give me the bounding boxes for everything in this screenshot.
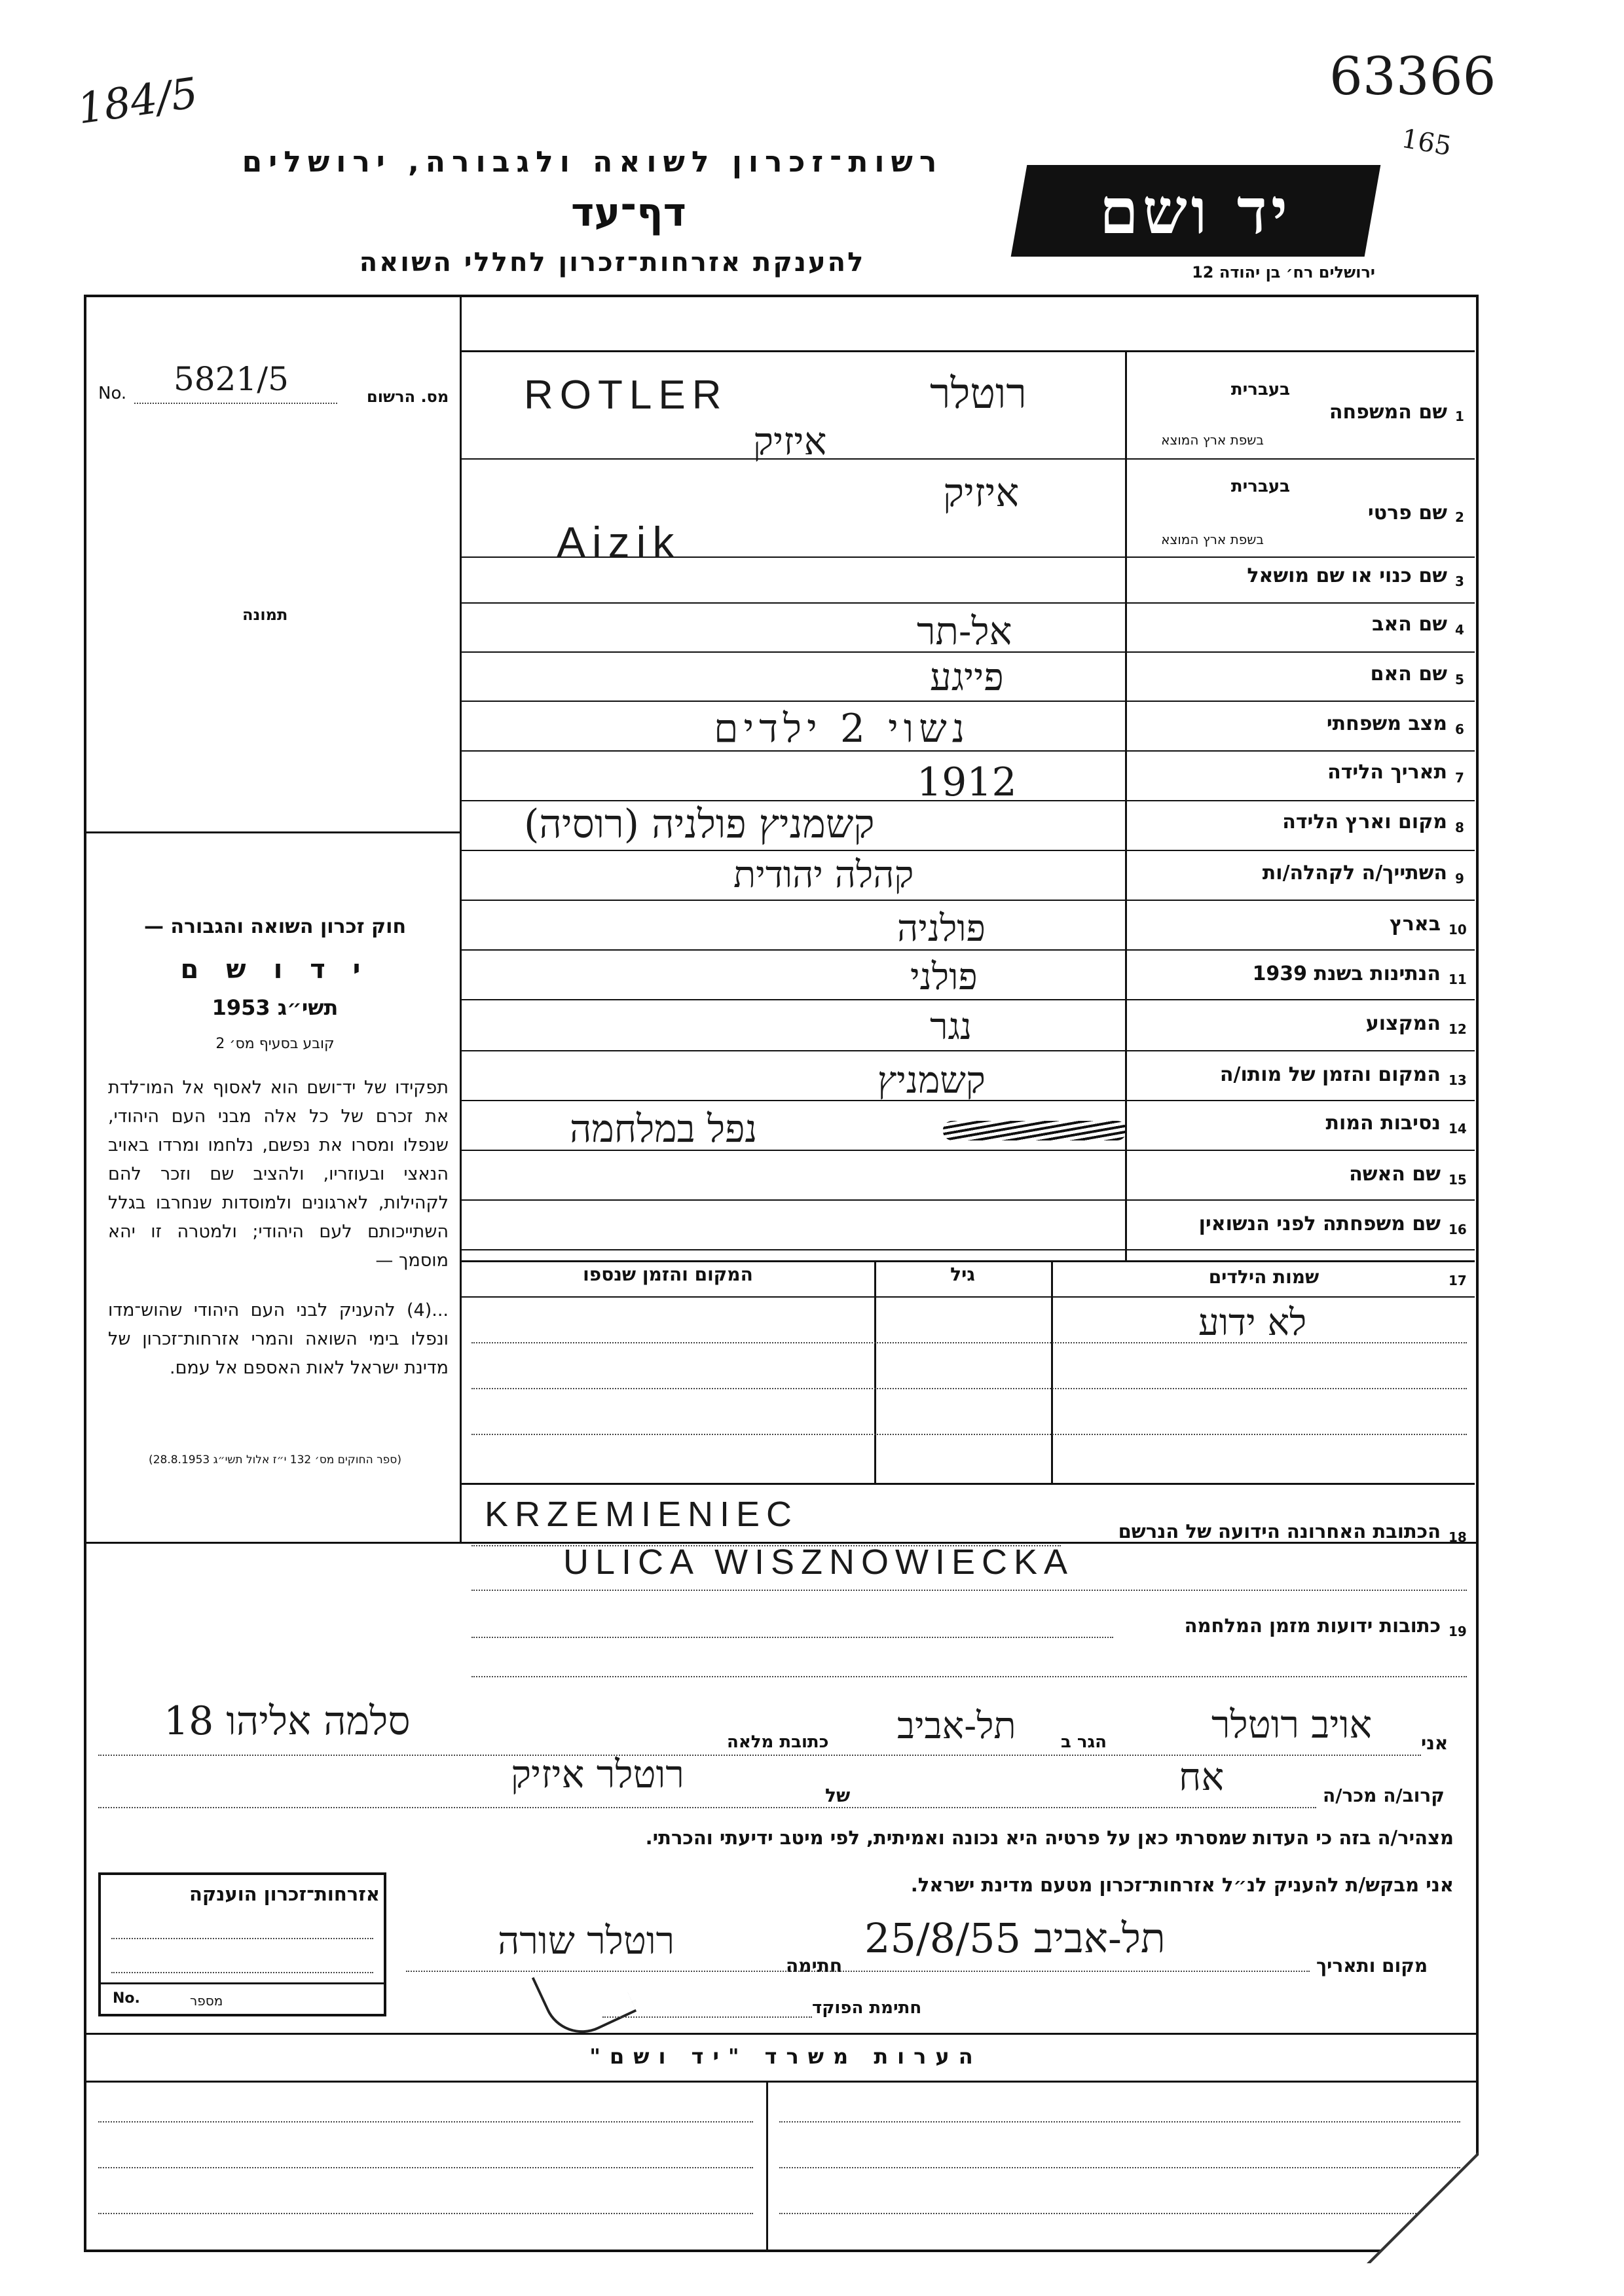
folded-corner [1369,2154,1480,2265]
address-18-label: הכתובת האחרונה הידועה של הנרשם [1118,1520,1441,1542]
field-15-number: 15 [1449,1172,1467,1188]
field-7-number: 7 [1455,770,1464,786]
field-1-value2: איזיק [753,419,827,464]
registry-label: מס. הרשום [367,388,449,406]
field-8-value: קשמניץ פולניה (רוסיה) [524,801,875,847]
page-subtitle: להענקת אזרחות־זכרון לחללי השואה [359,247,866,278]
corner-left-mark: 184/5 [74,69,201,134]
field-15-label: שם האשה [1349,1163,1441,1186]
decl-address-label: כתובת מלאה [727,1732,829,1752]
children-number: 17 [1449,1273,1467,1288]
decl-relation: אח [1179,1755,1225,1799]
field-10-number: 10 [1449,922,1467,938]
decl-city: תל-אביב [897,1705,1016,1747]
field-2-label: שם פרטי [1367,501,1447,524]
field-7-label: תאריך הלידה [1327,761,1447,784]
field-12-label: המקצוע [1365,1012,1441,1035]
field-4-label: שם האב [1372,613,1447,636]
decl-sign-label: חתימה [786,1955,843,1977]
children-col-names: שמות הילדים [1208,1266,1320,1288]
field-2-sub: בשפת ארץ המוצא [1161,532,1264,547]
address-18-number: 18 [1449,1529,1467,1545]
field-2-value-latin: Aizik [557,518,681,566]
field-1-number: 1 [1455,409,1464,424]
logo-address: ירושלים רח׳ בן יהודה 12 [1192,263,1375,282]
field-11-label: הנתינות בשנת 1939 [1252,962,1441,985]
field-8-number: 8 [1455,820,1464,835]
field-10-label: בארץ [1389,913,1441,936]
field-16-number: 16 [1449,1222,1467,1237]
field-14-value: נפל במלחמה [570,1106,758,1151]
office-notes-title: הערות משרד "יד ושם" [589,2044,982,2069]
field-5-value: פייגע [930,655,1004,699]
field-4-number: 4 [1455,622,1464,638]
field-3-label: שם כנוי או שם מושאל [1247,564,1447,587]
field-14-label: נסיבות המות [1325,1112,1441,1135]
decl-of-name: רוטלר איזיק [511,1752,684,1796]
field-4-value: אל-תר [917,609,1012,653]
field-6-number: 6 [1455,721,1464,737]
decl-statement: מצהיר/ה בזה כי העדות שמסרתי כאן על פרטיה היא נכונה ואמיתית, לפי מיטב ידיעתי והכרתי. [645,1827,1454,1849]
field-9-number: 9 [1455,871,1464,886]
field-9-value: קהלה יהודית [733,854,914,896]
address-19-label: כתובות ידועות מזמן המלחמה [1184,1614,1441,1637]
children-col-place: המקום והזמן שנספו [583,1264,753,1285]
field-3-number: 3 [1455,574,1464,589]
field-10-value: פולניה [897,907,986,950]
field-2-value: איזיק [943,470,1020,516]
field-12-number: 12 [1449,1021,1467,1037]
address-18-value1: KRZEMIENIEC [485,1495,799,1534]
field-13-value: קשמניץ [877,1059,986,1102]
stamp-box-no: No. [113,1990,140,2007]
law-name: י ד ו ש ם [180,955,370,985]
field-6-value: נשוי 2 ילדים [714,706,970,752]
law-ref: (ספר החוקים מס׳ 132 י״ז אלול תשי״ג 28.8.1953) [149,1453,401,1467]
field-5-label: שם האם [1370,663,1447,685]
decl-gar: הגר ב [1061,1732,1107,1752]
field-2-tag: בעברית [1230,477,1290,496]
field-5-number: 5 [1455,672,1464,687]
decl-officer-label: חתימת הפוקד [812,1998,922,2018]
stamp-box-title: אזרחות־זכרון הוענקה [189,1883,380,1905]
children-col-age: גיל [950,1264,975,1285]
field-13-label: המקום והזמן של מותו/ה [1219,1063,1441,1086]
decl-request: אני מבקש/ת להעניק לנ״ל אזרחות־זכרון מטעם מדינת ישראל. [910,1874,1454,1896]
decl-signature: רוטלר שורה [498,1918,675,1963]
child-1-name: לא ידוע [1198,1302,1307,1344]
field-16-label: שם משפחתה לפני הנשואין [1198,1212,1441,1235]
field-1-label: שם המשפחה [1329,401,1447,424]
logo-text: יד ושם [1099,173,1292,248]
field-9-label: השתייך/ה לקהלה/ות [1262,862,1447,884]
registry-no-label: No. [98,384,127,403]
decl-name: אויב רוטלר [1211,1702,1373,1747]
decl-street: סלמה אליהו 18 [164,1698,411,1744]
law-year: תשי״ג 1953 [212,995,339,1020]
page-title: דף־עד [571,190,686,236]
corner-sub-number: 165 [1399,123,1454,162]
field-14-number: 14 [1449,1121,1467,1137]
registry-number: 5821/5 [174,360,289,398]
law-clause4: ...(4) להעניק לבני העם היהודי שהוש־מדו ונפלו בימי השואה והמרי אזרחות־זכרון של מדינת ישראל לאות האספם אל עמם. [108,1300,449,1378]
header-line1: רשות־זכרון לשואה ולגבורה, ירושלים [242,145,944,179]
address-18-value2: ULICA WISZNOWIECKA [563,1542,1075,1582]
field-2-number: 2 [1455,509,1464,525]
logo [1011,165,1381,257]
field-1-value: רוטלר [930,370,1027,418]
law-title: חוק זכרון השואה והגבורה — [143,915,407,938]
stamp-box-mispar: מספר [190,1993,223,2009]
decl-place-date: תל-אביב 25/8/55 [864,1914,1166,1962]
field-13-number: 13 [1449,1072,1467,1088]
decl-place-date-label: מקום ותאריך [1316,1955,1428,1977]
scribble-mark [943,1121,1126,1140]
field-8-label: מקום וארץ הלידה [1282,811,1447,833]
corner-file-number: 63366 [1329,46,1496,107]
law-body: תפקידו של יד־ושם הוא לאסוף אל המו־לדת את זכרם של כל אלה מבני העם היהודי, שנפלו ומסרו את נפשם, נלחמו ומרדו באויב הנאצי ובעוזריו, ולהציב שם וזכר להם לקהילות, לארגונים ולמוסדות שנחרבו בגלל השתייכותם לעם היהודי; ולמטרה זו יהא מוסמך — [108,1078,449,1271]
decl-relative-label: קרוב/ה מכר/ה [1323,1785,1445,1806]
field-1-sub: בשפת ארץ המוצא [1161,432,1264,448]
field-11-value: פולני [910,956,978,998]
field-11-number: 11 [1449,972,1467,987]
field-7-value: 1912 [917,759,1017,805]
field-1-value-latin: ROTLER [524,373,728,418]
law-clause: קובע בסעיף מס׳ 2 [215,1036,335,1052]
decl-shel: של [825,1785,851,1806]
decl-ani: אני [1421,1732,1449,1754]
address-19-number: 19 [1449,1624,1467,1639]
field-1-tag: בעברית [1230,380,1290,399]
field-6-label: מצב משפחתי [1326,712,1447,735]
photo-label: תמונה [242,606,288,624]
field-12-value: נגר [930,1006,972,1048]
